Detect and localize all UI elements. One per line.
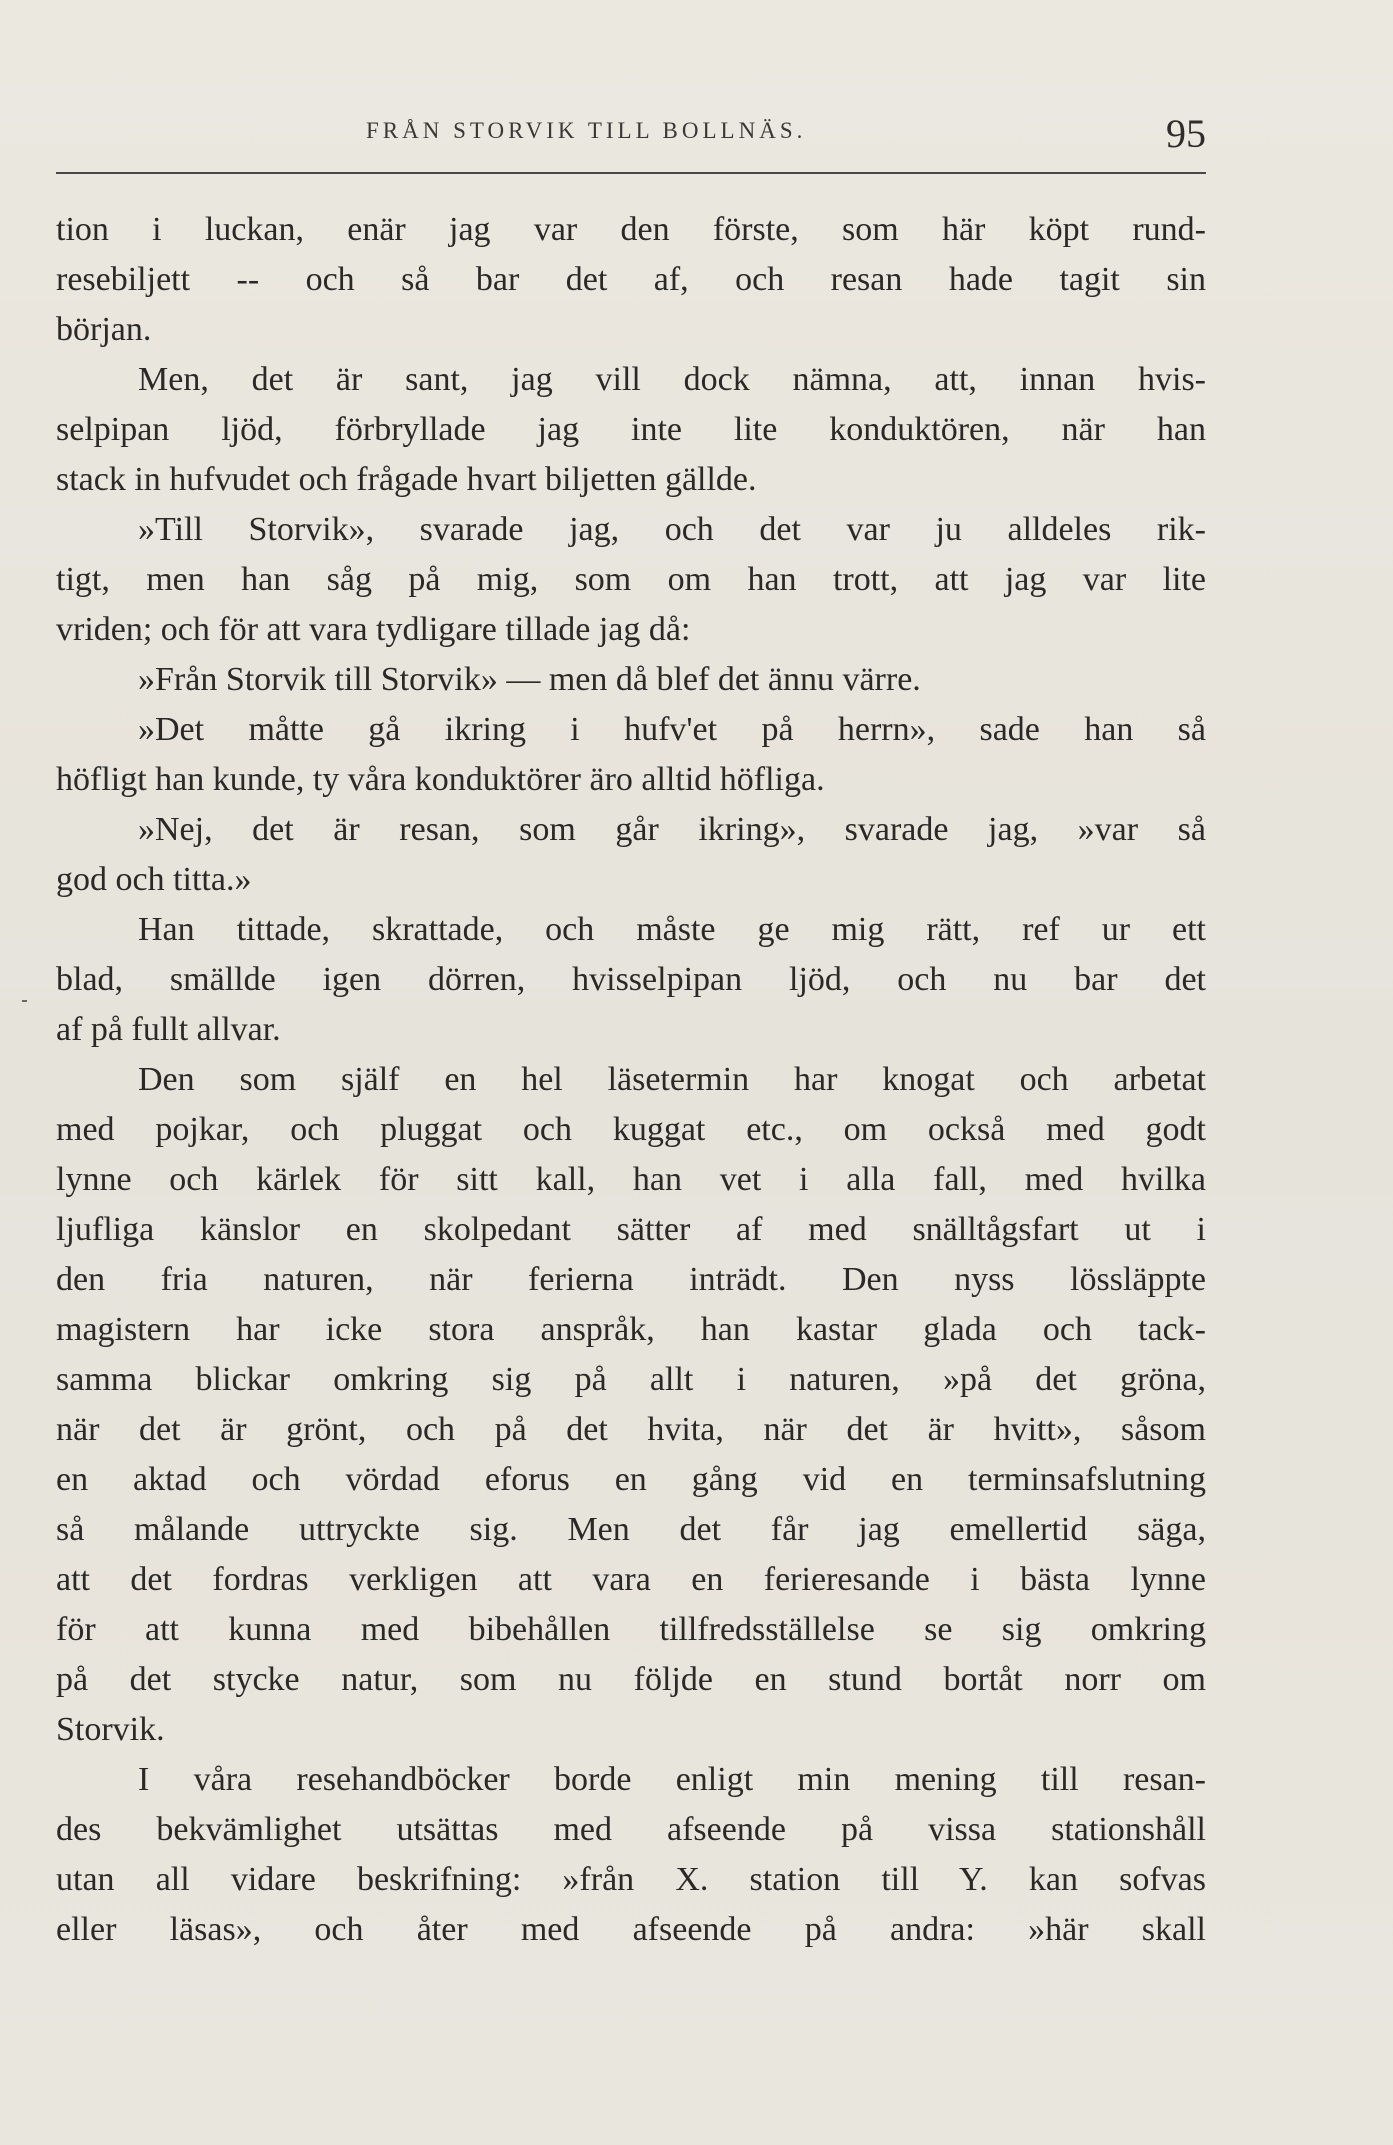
text-line: på det stycke natur, som nu följde en stund bortåt norr om [56, 1661, 1206, 1698]
text-line: magistern har icke stora anspråk, han kastar glada och tack- [56, 1311, 1206, 1348]
text-line: att det fordras verkligen att vara en ferieresande i bästa lynne [56, 1561, 1206, 1598]
text-line: utan all vidare beskrifning: »från X. station till Y. kan sofvas [56, 1861, 1206, 1898]
text-line: tigt, men han såg på mig, som om han trott, att jag var lite [56, 561, 1206, 598]
text-line: Den som själf en hel läsetermin har knogat och arbetat [138, 1061, 1206, 1098]
text-line: eller läsas», och åter med afseende på andra: »här skall [56, 1911, 1206, 1948]
text-line: I våra resehandböcker borde enligt min mening till resan- [138, 1761, 1206, 1798]
text-line: när det är grönt, och på det hvita, när det är hvitt», såsom [56, 1411, 1206, 1448]
text-line: resebiljett -- och så bar det af, och resan hade tagit sin [56, 261, 1206, 298]
text-line: så målande uttryckte sig. Men det får jag emellertid säga, [56, 1511, 1206, 1548]
text-line: des bekvämlighet utsättas med afseende på vissa stationshåll [56, 1811, 1206, 1848]
text-line: »Från Storvik till Storvik» — men då blef det ännu värre. [138, 661, 921, 698]
text-line: lynne och kärlek för sitt kall, han vet i alla fall, med hvilka [56, 1161, 1206, 1198]
text-line: för att kunna med bibehållen tillfredsställelse se sig omkring [56, 1611, 1206, 1648]
text-line: ljufliga känslor en skolpedant sätter af med snälltågsfart ut i [56, 1211, 1206, 1248]
body-text [56, 205, 1206, 1955]
text-line: »Det måtte gå ikring i hufv'et på herrn», sade han så [138, 711, 1206, 748]
page-number: 95 [1166, 111, 1206, 156]
header-rule [56, 172, 1206, 174]
text-line: Men, det är sant, jag vill dock nämna, att, innan hvis- [138, 361, 1206, 398]
page-header [56, 110, 1206, 160]
text-line: tion i luckan, enär jag var den förste, som här köpt rund- [56, 211, 1206, 248]
text-line: af på fullt allvar. [56, 1011, 281, 1048]
text-line: början. [56, 311, 152, 348]
text-line: blad, smällde igen dörren, hvisselpipan ljöd, och nu bar det [56, 961, 1206, 998]
text-line: samma blickar omkring sig på allt i naturen, »på det gröna, [56, 1361, 1206, 1398]
margin-mark [22, 1000, 27, 1002]
text-line: en aktad och vördad eforus en gång vid en terminsafslutning [56, 1461, 1206, 1498]
text-line: stack in hufvudet och frågade hvart biljetten gällde. [56, 461, 757, 498]
text-line: den fria naturen, när ferierna inträdt. Den nyss lössläppte [56, 1261, 1206, 1298]
text-line: höfligt han kunde, ty våra konduktörer äro alltid höfliga. [56, 761, 825, 798]
text-line: Han tittade, skrattade, och måste ge mig rätt, ref ur ett [138, 911, 1206, 948]
text-line: »Nej, det är resan, som går ikring», svarade jag, »var så [138, 811, 1206, 848]
running-title: FRÅN STORVIK TILL BOLLNÄS. [366, 118, 807, 143]
text-line: »Till Storvik», svarade jag, och det var ju alldeles rik- [138, 511, 1206, 548]
text-line: med pojkar, och pluggat och kuggat etc., om också med godt [56, 1111, 1206, 1148]
text-line: god och titta.» [56, 861, 252, 898]
text-line: vriden; och för att vara tydligare tillade jag då: [56, 611, 691, 648]
text-line: Storvik. [56, 1711, 165, 1748]
text-line: selpipan ljöd, förbryllade jag inte lite konduktören, när han [56, 411, 1206, 448]
